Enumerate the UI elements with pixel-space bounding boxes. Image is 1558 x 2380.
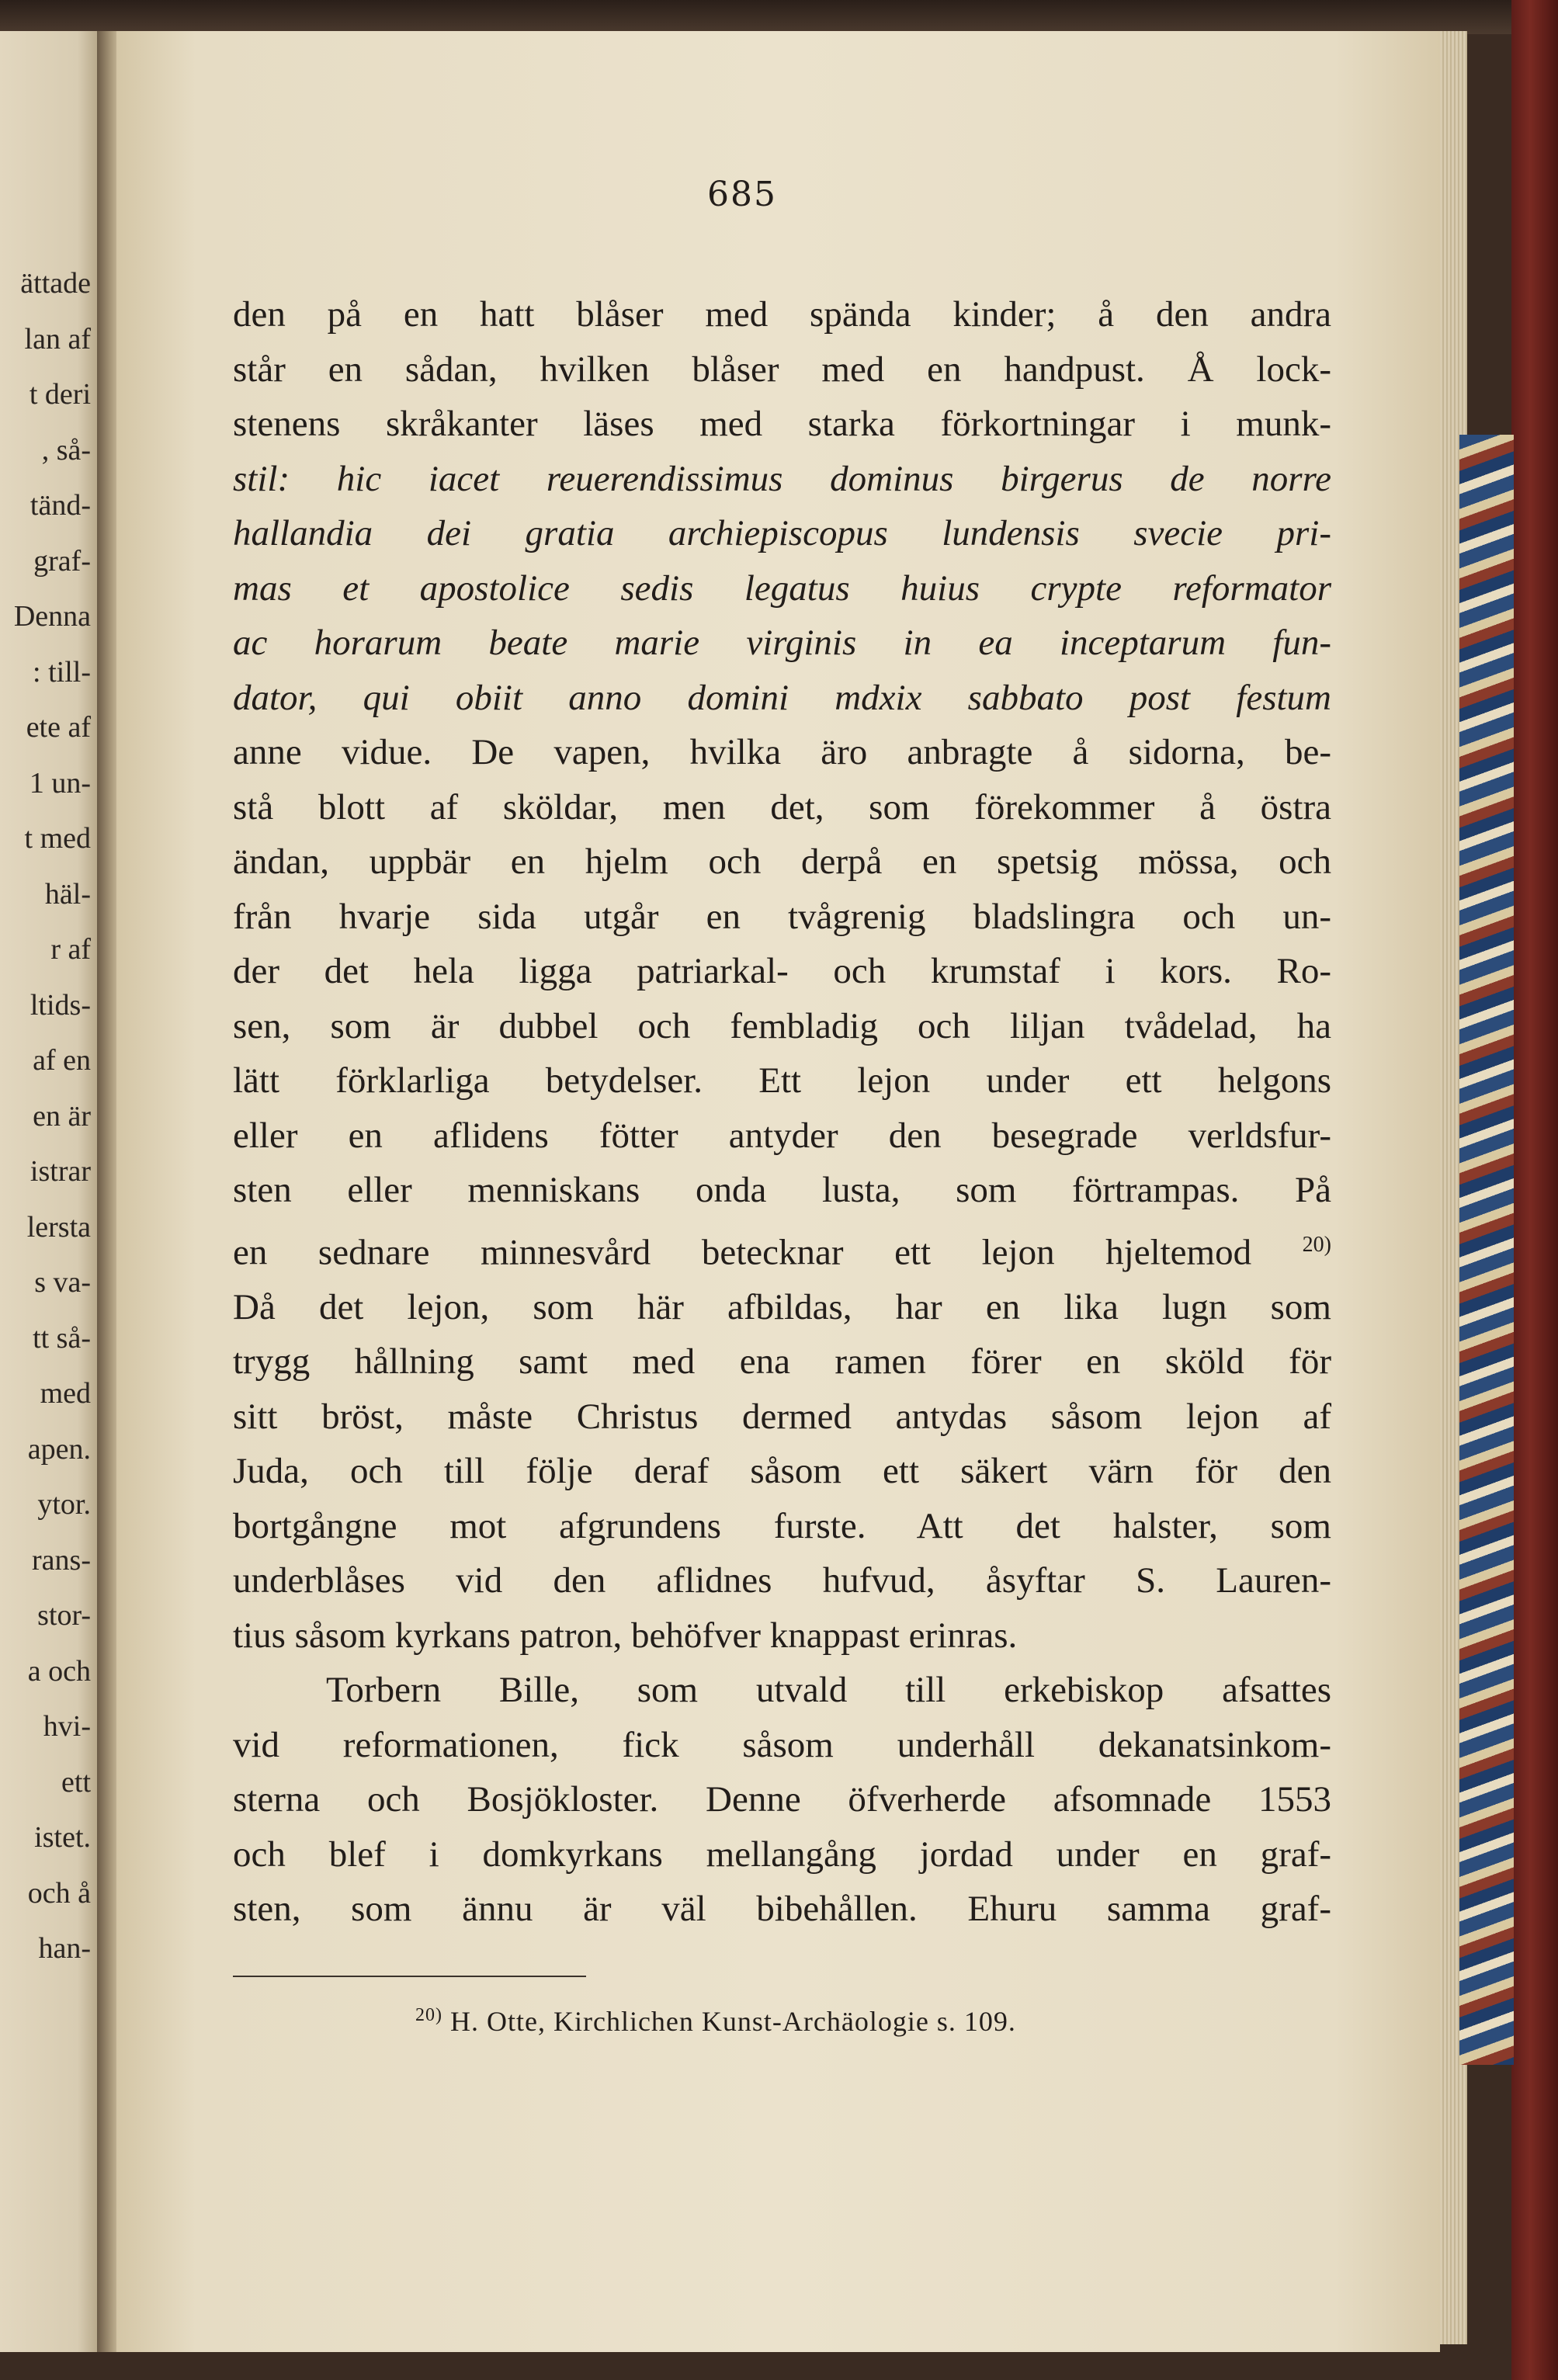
previous-page-fragment: han- [38, 1932, 91, 1965]
text-line: sten eller menniskans onda lusta, som förtrampas. På [233, 1170, 1331, 1210]
previous-page-fragment: stor- [37, 1599, 91, 1632]
previous-page-fragment: s va- [34, 1266, 91, 1299]
page-number: 685 [707, 175, 777, 214]
previous-page-fragment: lan af [24, 322, 91, 356]
text-line: och blef i domkyrkans mellangång jordad under en graf- [233, 1834, 1331, 1875]
previous-page-fragment: 1 un- [29, 766, 91, 800]
text-line: tius såsom kyrkans patron, behöfver knappast erinras. [233, 1615, 1018, 1656]
previous-page-fragment: ett [61, 1765, 91, 1799]
text-line: sten, som ännu är väl bibehållen. Ehuru samma graf- [233, 1889, 1331, 1930]
previous-page-fragment: Denna [13, 600, 91, 633]
text-line: stenens skråkanter läses med starka förkortningar i munk- [233, 404, 1331, 444]
text-line-with-note [233, 1218, 1331, 1280]
text-line: eller en aflidens fötter antyder den besegrade verldsfur- [233, 1115, 1331, 1156]
previous-page [0, 31, 97, 2352]
text-line: sen, som är dubbel och fembladig och liljan tvådelad, ha [233, 1005, 1331, 1046]
text-line: från hvarje sida utgår en tvågrenig bladslingra och un- [233, 896, 1331, 937]
previous-page-fragment: ättade [20, 267, 91, 300]
previous-page-fragment: med [40, 1377, 91, 1410]
text-line: stil: hic iacet reuerendissimus dominus birgerus de norre [233, 458, 1331, 499]
previous-page-fragment: tänd- [29, 489, 91, 522]
previous-page-text [14, 256, 91, 1977]
text-line: underblåses vid den aflidnes hufvud, åsyftar S. Lauren- [233, 1560, 1331, 1601]
previous-page-fragment: istrar [29, 1155, 91, 1188]
book-page [116, 31, 1440, 2352]
text-line: bortgångne mot afgrundens furste. Att det halster, som [233, 1505, 1331, 1546]
footnote-text: H. Otte, Kirchlichen Kunst-Archäologie s. 109. [450, 2006, 1016, 2037]
body-text [233, 287, 1331, 1937]
previous-page-fragment: en är [33, 1099, 91, 1133]
text-line: sterna och Bosjökloster. Denne öfverherde afsomnade 1553 [233, 1779, 1331, 1820]
previous-page-fragment: tt så- [33, 1321, 91, 1355]
previous-page-fragment: apen. [27, 1432, 91, 1466]
previous-page-fragment: häl- [44, 877, 91, 911]
text-segment: en sednare minnesvård betecknar ett lejon hjeltemod [233, 1232, 1252, 1273]
text-line: stå blott af sköldar, men det, som förekommer å östra [233, 786, 1331, 827]
text-line: der det hela ligga patriarkal- och krumstaf i kors. Ro- [233, 951, 1331, 991]
text-line: vid reformationen, fick såsom underhåll dekanatsinkom- [233, 1724, 1331, 1765]
marbled-endpaper [1459, 435, 1514, 2065]
previous-page-fragment: graf- [33, 544, 91, 578]
text-line: mas et apostolice sedis legatus huius crypte reformator [233, 567, 1331, 609]
text-line: dator, qui obiit anno domini mdxix sabbato post festum [233, 677, 1331, 718]
text-line: Torbern Bille, som utvald till erkebiskop afsattes [326, 1670, 1331, 1711]
text-line: den på en hatt blåser med spända kinder; å den andra [233, 294, 1331, 335]
footnote-reference: 20) [1302, 1232, 1331, 1257]
footnote-marker: 20) [415, 2005, 442, 2025]
previous-page-fragment: t med [24, 822, 91, 855]
previous-page-fragment: r af [50, 933, 91, 966]
text-line: lätt förklarliga betydelser. Ett lejon under ett helgons [233, 1060, 1331, 1101]
previous-page-fragment: ete af [26, 711, 91, 744]
previous-page-fragment: och å [27, 1876, 91, 1910]
previous-page-fragment: istet. [34, 1821, 91, 1854]
text-line: ändan, uppbär en hjelm och derpå en spetsig mössa, och [233, 841, 1331, 882]
book-cover-right [1511, 0, 1558, 2380]
text-line: sitt bröst, måste Christus dermed antydas såsom lejon af [233, 1396, 1331, 1437]
previous-page-fragment: a och [27, 1654, 91, 1688]
text-line: trygg hållning samt med ena ramen förer en sköld för [233, 1341, 1331, 1383]
footnote-rule [233, 1976, 586, 1977]
previous-page-fragment: : till- [33, 655, 91, 689]
previous-page-fragment: ytor. [37, 1488, 91, 1521]
previous-page-fragment: t deri [29, 378, 91, 411]
previous-page-fragment: lersta [26, 1210, 91, 1244]
text-line: Juda, och till följe deraf såsom ett säkert värn för den [233, 1451, 1331, 1492]
previous-page-fragment: hvi- [43, 1710, 91, 1743]
previous-page-fragment: , så- [41, 433, 91, 467]
footnote [415, 2005, 1192, 2038]
previous-page-fragment: ltids- [29, 988, 91, 1022]
previous-page-fragment: af en [33, 1044, 91, 1077]
book-cover-top [0, 0, 1558, 34]
text-line: ac horarum beate marie virginis in ea inceptarum fun- [233, 623, 1331, 663]
text-line: hallandia dei gratia archiepiscopus lundensis svecie pri- [233, 513, 1331, 553]
text-line: står en sådan, hvilken blåser med en handpust. Å lock- [233, 349, 1331, 390]
text-line: anne vidue. De vapen, hvilka äro anbragte å sidorna, be- [233, 732, 1331, 772]
previous-page-fragment: rans- [32, 1543, 91, 1577]
text-line: Då det lejon, som här afbildas, har en lika lugn som [233, 1286, 1331, 1327]
